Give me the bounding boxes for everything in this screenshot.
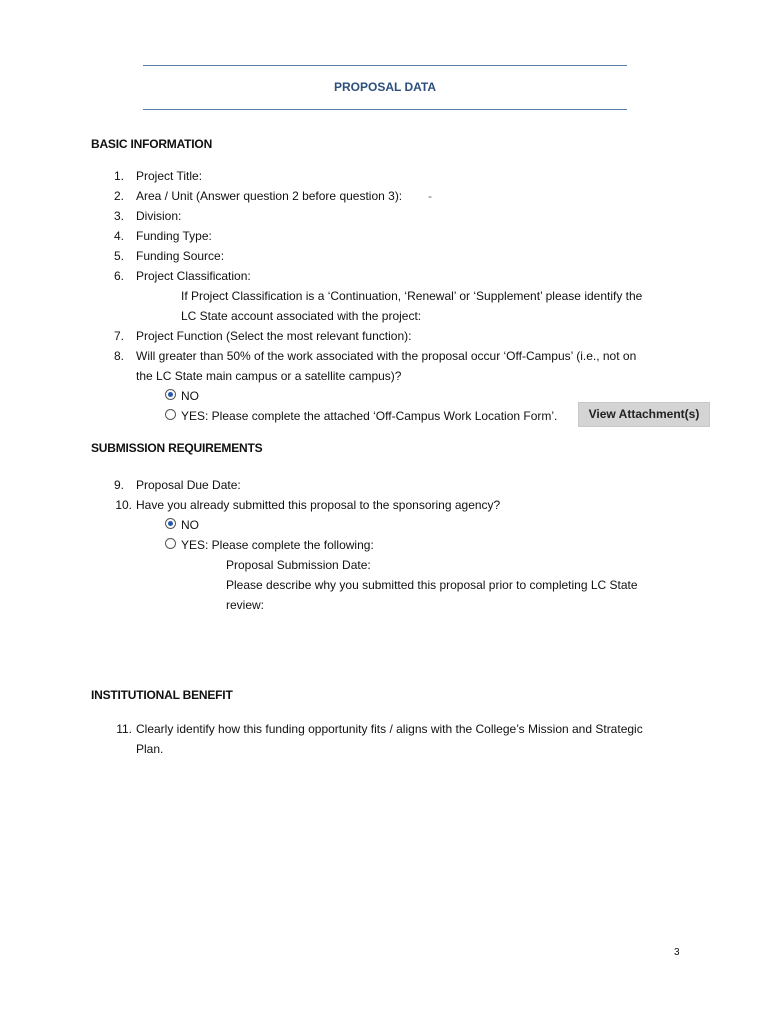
q1-number: 1.	[113, 169, 124, 183]
q4-number: 4.	[113, 229, 124, 243]
header-top-rule	[143, 65, 627, 66]
q10-submission-date-label: Proposal Submission Date:	[226, 558, 371, 572]
q10-number: 10.	[115, 498, 132, 512]
q10-reason-line2: review:	[226, 598, 265, 612]
q10-option-yes-label: YES: Please complete the following:	[181, 538, 374, 552]
q6-label: Project Classification:	[136, 269, 251, 283]
q9-number: 9.	[113, 478, 124, 492]
q7-label: Project Function (Select the most relevant function):	[136, 329, 412, 343]
q10-radio-no[interactable]	[165, 518, 176, 529]
q3-number: 3.	[113, 209, 124, 223]
q6-note-line1: If Project Classification is a ‘Continuation, ‘Renewal’ or ‘Supplement’ please identify the	[181, 289, 643, 303]
q10-radio-yes[interactable]	[165, 538, 176, 549]
q7-number: 7.	[113, 329, 124, 343]
view-attachment-button[interactable]: View Attachment(s)	[578, 402, 710, 427]
q11-line2: Plan.	[136, 742, 164, 756]
q2-number: 2.	[113, 189, 124, 203]
q3-label: Division:	[136, 209, 182, 223]
q8-number: 8.	[113, 349, 124, 363]
q10-label: Have you already submitted this proposal to the sponsoring agency?	[136, 498, 501, 512]
section-institutional-benefit: INSTITUTIONAL BENEFIT	[91, 688, 233, 702]
q5-number: 5.	[113, 249, 124, 263]
q8-line1: Will greater than 50% of the work associated with the proposal occur ‘Off-Campus’ (i.e., not on	[136, 349, 637, 363]
q2-label: Area / Unit (Answer question 2 before question 3):	[136, 189, 403, 203]
q8-radio-no[interactable]	[165, 389, 176, 400]
q5-label: Funding Source:	[136, 249, 225, 263]
q9-label: Proposal Due Date:	[136, 478, 241, 492]
page-number: 3	[674, 947, 680, 958]
header-bottom-rule	[143, 109, 627, 110]
q8-option-no-label: NO	[181, 389, 199, 403]
q8-option-yes-label: YES: Please complete the attached ‘Off-Campus Work Location Form’.	[181, 409, 558, 423]
q10-reason-line1: Please describe why you submitted this proposal prior to completing LC State	[226, 578, 638, 592]
q11-line1: Clearly identify how this funding opportunity fits / aligns with the College’s Mission and Strategic	[136, 722, 643, 736]
q10-option-no-label: NO	[181, 518, 199, 532]
q1-label: Project Title:	[136, 169, 203, 183]
section-submission-requirements: SUBMISSION REQUIREMENTS	[91, 441, 263, 455]
q11-number: 11.	[116, 722, 132, 736]
q4-label: Funding Type:	[136, 229, 212, 243]
q6-number: 6.	[113, 269, 124, 283]
q8-radio-yes[interactable]	[165, 409, 176, 420]
section-basic-information: BASIC INFORMATION	[91, 137, 213, 151]
q6-note-line2: LC State account associated with the project:	[181, 309, 422, 323]
q2-value[interactable]: -	[428, 189, 432, 203]
page-title: PROPOSAL DATA	[333, 80, 436, 94]
q8-line2: the LC State main campus or a satellite campus)?	[136, 369, 402, 383]
